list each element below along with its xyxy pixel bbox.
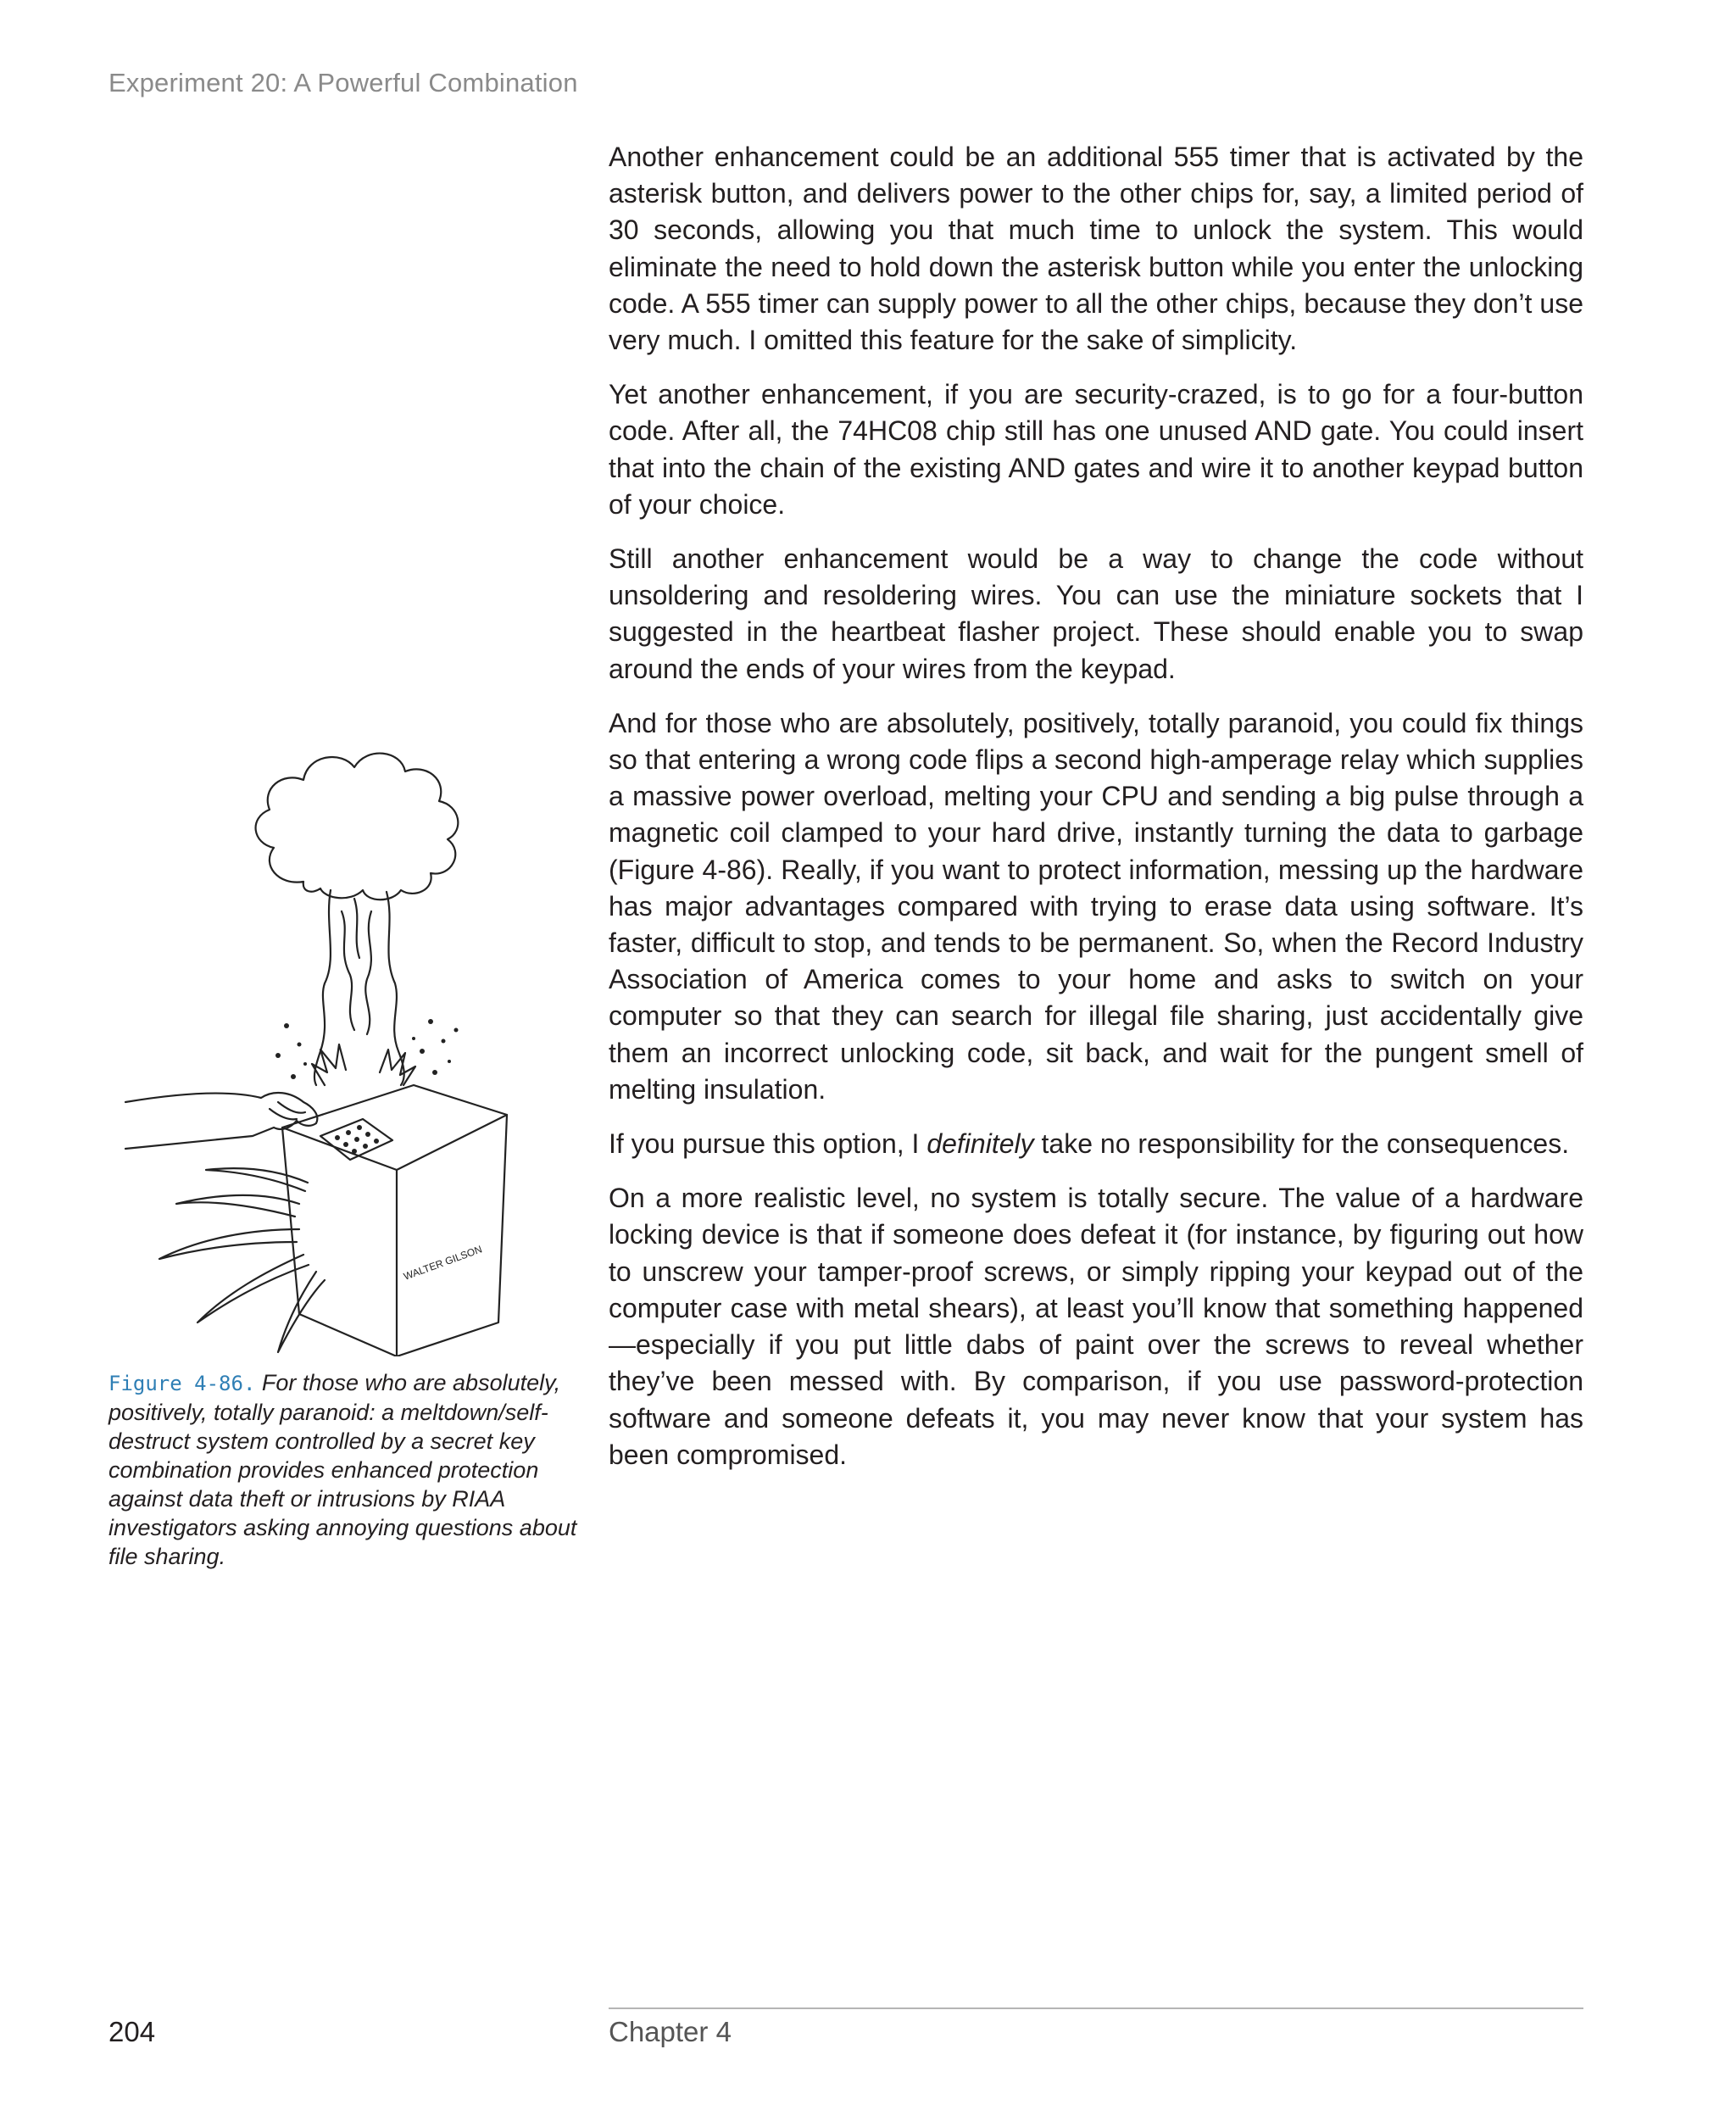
burst-right-icon	[380, 1050, 415, 1085]
computer-case	[282, 1085, 507, 1356]
figure-label-period: .	[242, 1372, 256, 1395]
illustrator-signature: WALTER GILSON	[402, 1243, 484, 1283]
paragraph-5-tail: take no responsibility for the consequences.	[1033, 1128, 1570, 1160]
shrapnel-5	[206, 1168, 308, 1191]
paragraph-3: Still another enhancement would be a way to change the code without unsoldering and resoldering wires. You can use the miniature sockets that I suggested in the heartbeat flasher project. These should enable you to swap around the ends of your wires from the keypad.	[609, 543, 1583, 684]
cloud-icon	[256, 754, 459, 900]
computer-case-edge	[282, 1115, 507, 1356]
shrapnel-1	[176, 1195, 299, 1217]
shrapnel-2	[159, 1229, 299, 1259]
chapter-label: Chapter 4	[609, 2016, 732, 2047]
paragraph-5-lead: If you pursue this option, I	[609, 1128, 927, 1160]
cloud-stem-swirl-1	[342, 911, 354, 1030]
figure-caption-text: For those who are absolutely, positively, totally paranoid: a meltdown/self-destruct system controlled by a secret key combination provides enhanced protection against data theft or intrusions by RIAA investigators asking annoying questions about file sharing.	[108, 1370, 577, 1569]
paragraph-5-emphasis: definitely	[926, 1128, 1034, 1160]
paragraph-4: And for those who are absolutely, positively, totally paranoid, you could fix things so that entering a wrong code flips a second high-amperage relay which supplies a massive power overload, melting your CPU and sending a big pulse through a magnetic coil clamped to your hard drive, instantly turning the data to garbage (Figure 4-86). Really, if you want to protect information, messing up the hardware has major advantages compared with trying to erase data using software. It’s faster, difficult to stop, and tends to be permanent. So, when the Record Industry Association of America comes to your home and asks to switch on your computer so that they can search for illegal file sharing, just accidentally give them an incorrect unlocking code, sit back, and wait for the pungent smell of melting insulation.	[609, 707, 1583, 1105]
cloud-stem-swirl-2	[365, 911, 371, 1034]
meltdown-illustration	[108, 729, 583, 1356]
paragraph-1: Another enhancement could be an additional 555 timer that is activated by the asterisk button, and delivers power to the other chips for, say, a limited period of 30 seconds, allowing you that much time to unlock the system. This would eliminate the need to hold down the asterisk button while you enter the unlocking code. A 555 timer can supply power to all the other chips, because they don’t use very much. I omitted this feature for the sake of simplicity.	[609, 142, 1583, 356]
shrapnel-3	[198, 1255, 309, 1322]
finger-lines	[270, 1102, 305, 1119]
debris-particles	[275, 1019, 459, 1079]
hand-icon	[125, 1093, 317, 1149]
paragraph-5	[609, 1126, 1583, 1162]
body-text	[609, 139, 1583, 1491]
figure-label: Figure 4-86	[108, 1372, 243, 1395]
running-head: Experiment 20: A Powerful Combination	[108, 68, 578, 97]
figure-caption	[108, 1368, 583, 1571]
footer-rule	[609, 2007, 1583, 2009]
meltdown-illustration-drawing	[108, 729, 583, 1356]
cloud-stem-swirl-3	[354, 899, 359, 958]
paragraph-6: On a more realistic level, no system is totally secure. The value of a hardware locking device is that if someone does defeat it (for instance, by figuring out how to unscrew your tamper-proof screws, or simply ripping your keypad out of the computer case with metal shears), at least you’ll know that something happened—especially if you put little dabs of paint over the screws to reveal whether they’ve been messed with. By comparison, if you use password-protection software and someone defeats it, you may never know that your system has been compromised.	[609, 1183, 1583, 1470]
paragraph-2: Yet another enhancement, if you are security-crazed, is to go for a four-button code. After all, the 74HC08 chip still has one unused AND gate. You could insert that into the chain of the existing AND gates and wire it to another keypad button of your choice.	[609, 379, 1583, 520]
page-number: 204	[108, 2016, 156, 2047]
shrapnel-4	[278, 1272, 325, 1352]
